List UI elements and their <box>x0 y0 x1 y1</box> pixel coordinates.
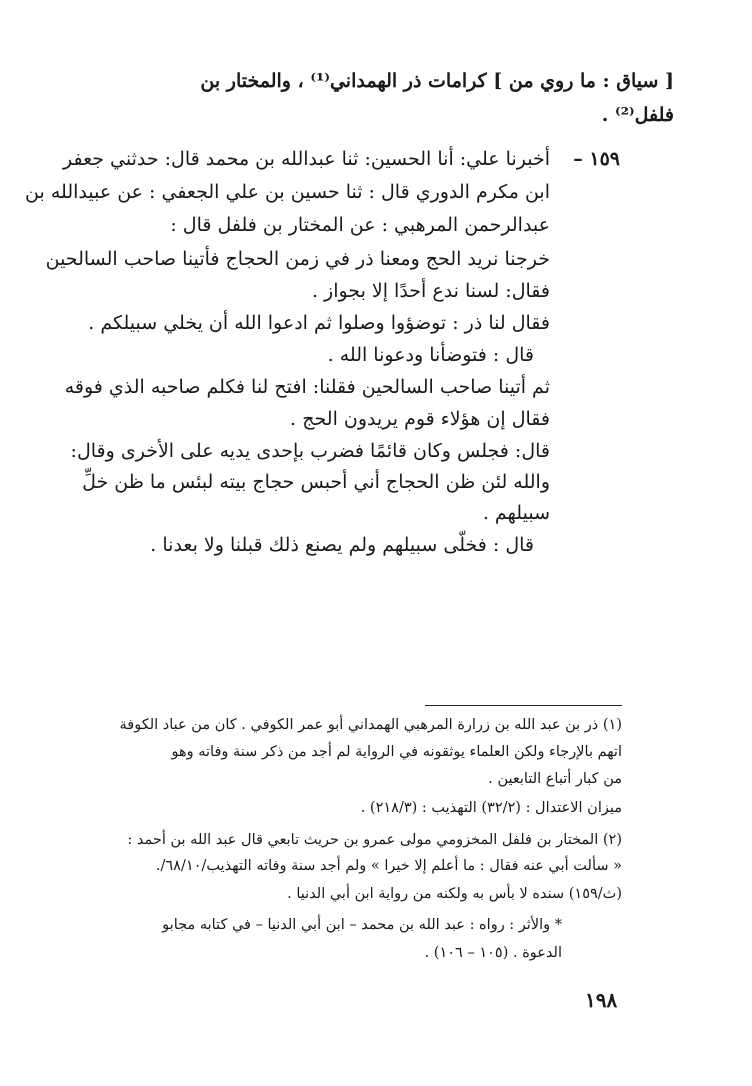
narration-line: ابن مكرم الدوري قال : ثنا حسين بن علي الجعفي : عن عبيدالله بن <box>25 181 550 203</box>
footnote-line: من كبار أتباع التابعين . <box>488 771 622 787</box>
footnote-line: (٢) المختار بن فلفل المخزومي مولى عمرو بن حريث تابعي قال عبد الله بن أحمد : <box>127 832 622 848</box>
footnote-separator <box>425 705 622 706</box>
section-heading-line-2: فلفل⁽²⁾ . <box>601 104 674 126</box>
narration-line: قال : فخلّى سبيلهم ولم يصنع ذلك قبلنا ولا بعدنا . <box>150 534 534 556</box>
narration-line: عبدالرحمن المرهبي : عن المختار بن فلفل قال : <box>170 214 550 236</box>
footnote-line: (١) ذر بن عبد الله بن زرارة المرهبي الهمداني أبو عمر الكوفي . كان من عباد الكوفة <box>119 717 622 733</box>
narration-line: سبيلهم . <box>482 502 550 524</box>
narration-line: فقال: لسنا ندع أحدًا إلا بجواز . <box>311 280 550 302</box>
footnote-line: * والأثر : رواه : عبد الله بن محمد – ابن أبي الدنيا – في كتابه مجابو <box>162 917 562 933</box>
narration-line: خرجنا نريد الحج ومعنا ذر في زمن الحجاج فأتينا صاحب السالحين <box>45 248 550 270</box>
narration-line: قال : فتوضأنا ودعونا الله . <box>327 344 534 366</box>
footnote-line: ميزان الاعتدال : (٣٢/٢) التهذيب : (٢١٨/٣) . <box>360 800 622 816</box>
narration-line: أخبرنا علي: أنا الحسين: ثنا عبدالله بن محمد قال: حدثني جعفر <box>62 148 550 170</box>
footnote-line: اتهم بالإرجاء ولكن العلماء يوثقونه في الرواية لم أجد من ذكر سنة وفاته وهو <box>171 744 622 760</box>
footnote-line: « سألت أبي عنه فقال : ما أعلم إلا خيرا » ولم أجد سنة وفاته التهذيب/٦٨/١٠/. <box>155 858 622 874</box>
narration-line: قال: فجلس وكان قائمًا فضرب بإحدى يديه على الأخرى وقال: <box>70 440 550 462</box>
footnote-line: (ث/١٥٩) سنده لا بأس به ولكنه من رواية ابن أبي الدنيا . <box>287 886 622 902</box>
narration-number: ١٥٩ – <box>573 148 620 170</box>
footnote-line: الدعوة . (١٠٥ – ١٠٦) . <box>424 945 562 961</box>
narration-line: فقال لنا ذر : توضؤوا وصلوا ثم ادعوا الله أن يخلي سبيلكم . <box>88 312 550 334</box>
narration-line: فقال إن هؤلاء قوم يريدون الحج . <box>290 408 550 430</box>
narration-line: والله لئن ظن الحجاج أني أحبس حجاج بيته لبئس ما ظن خلِّ <box>82 471 550 493</box>
page-number: ١٩٨ <box>585 988 618 1012</box>
section-heading-line-1: [ سياق : ما روي من ] كرامات ذر الهمداني⁽¹⁾ ، والمختار بن <box>200 70 674 92</box>
narration-line: ثم أتينا صاحب السالحين فقلنا: افتح لنا فكلم صاحبه الذي فوقه <box>64 376 550 398</box>
